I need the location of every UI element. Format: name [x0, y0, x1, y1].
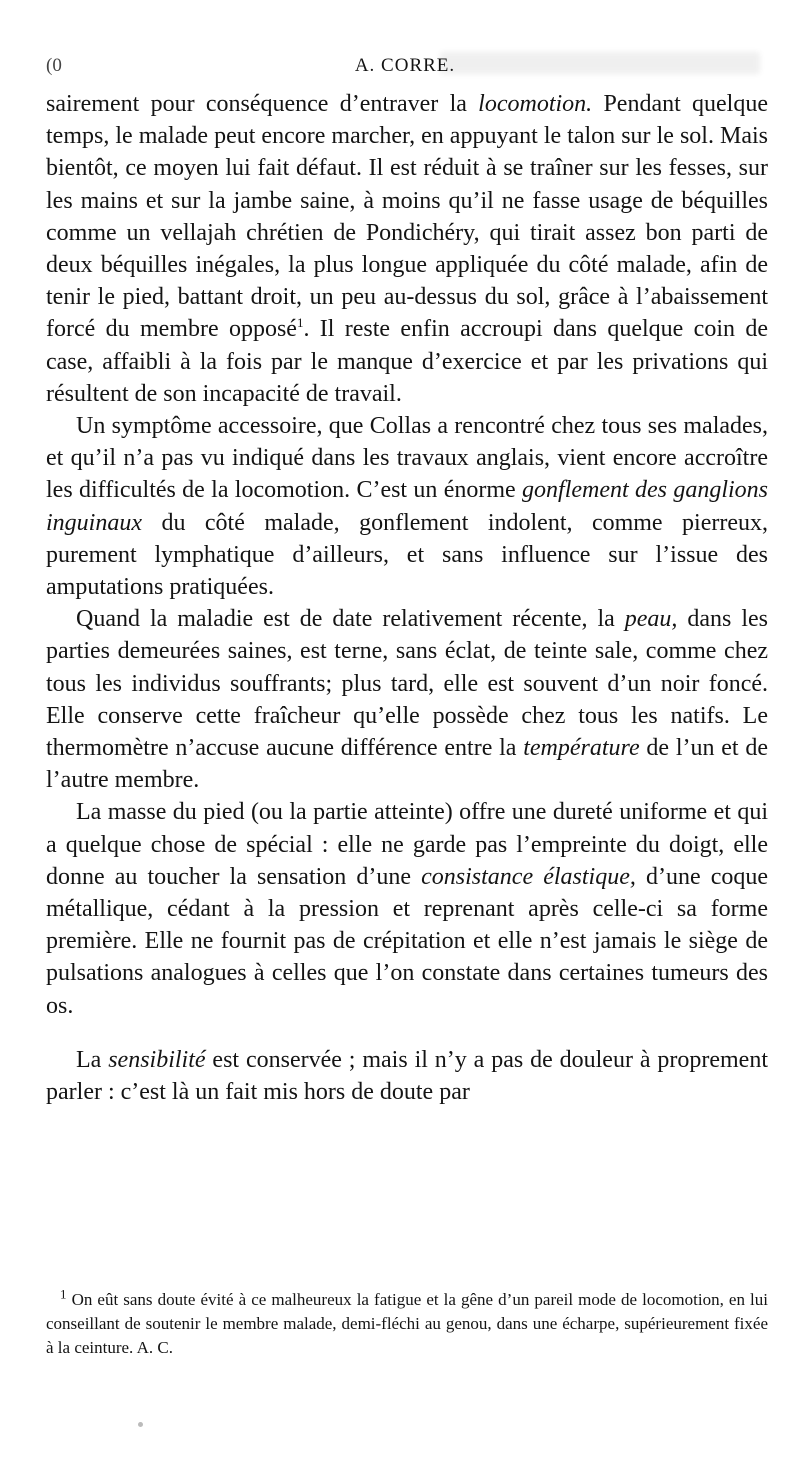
footnotes	[46, 1288, 768, 1360]
page-header	[46, 55, 764, 83]
paragraph: La masse du pied (ou la partie atteinte) offre une dureté uniforme et qui a quelque chose de spécial : elle ne garde pas l’empreinte du doigt, elle donne au toucher la sensation d’une consistance élastique, d’une coque métallique, cédant à la pression et reprenant après celle-ci sa forme première. Elle ne fournit pas de crépitation et elle n’est jamais le siège de pulsations analogues à celles que l’on constate dans certaines tumeurs des os.	[46, 799, 768, 1019]
italic-term: sensibilité	[108, 1046, 206, 1073]
page-number: (0	[46, 55, 62, 76]
body-text	[46, 88, 768, 1108]
running-head: A. CORRE.	[354, 55, 456, 76]
italic-term: peau,	[624, 606, 678, 633]
paragraph: Un symptôme accessoire, que Collas a rencontré chez tous ses malades, et qu’il n’a pas vu indiqué dans les travaux anglais, vient encore accroître les difficultés de la locomotion. C’est un énorme gonflement des ganglions inguinaux du côté malade, gonflement indolent, comme pierreux, purement lymphatique d’ailleurs, et sans influence sur l’issue des amputations pratiquées.	[46, 413, 769, 601]
italic-term: gonflement des ganglions inguinaux	[46, 477, 769, 536]
paper-speck	[138, 1422, 143, 1427]
footnote-marker: 1	[60, 1286, 67, 1302]
italic-term: température	[523, 735, 640, 762]
footnote-marker: 1	[296, 315, 304, 331]
italic-term: consistance élastique,	[421, 863, 636, 890]
paragraph: Quand la maladie est de date relativement récente, la peau, dans les parties demeurées saines, est terne, sans éclat, de teinte sale, comme chez tous les individus souffrants; plus tard, elle est souvent d’un noir foncé. Elle conserve cette fraîcheur qu’elle possède chez tous les natifs. Le thermomètre n’accuse aucune différence entre la température de l’un et de l’autre membre.	[46, 606, 768, 794]
footnote: $^1$ On eût sans doute évité à ce malheureux la fatigue et la gêne d’un pareil mode de locomotion, en lui conseillant de soutenir le membre malade, demi-fléchi au genou, dans une écharpe, supérieurement fixée à la ceinture. A. C.	[46, 1286, 768, 1357]
paragraph: sairement pour conséquence d’entraver la locomotion. Pendant quelque temps, le malade peut encore marcher, en appuyant le talon sur le sol. Mais bientôt, ce moyen lui fait défaut. Il est réduit à se traîner sur les fesses, sur les mains et sur la jambe saine, à moins qu’il ne fasse usage de béquilles comme un vellajah chrétien de Pondichéry, qui tirait assez bon parti de deux béquilles inégales, la plus longue appliquée du côté malade, afin de tenir le pied, battant droit, un peu au-dessus du sol, grâce à l’abaissement forcé du membre opposé$^1$. Il reste enfin accroupi dans quelque coin de case, affaibli à la fois par le manque d’exercice et par les privations qui résultent de son incapacité de travail.	[46, 91, 769, 407]
italic-term: locomotion.	[478, 91, 593, 117]
paragraph: La sensibilité est conservée ; mais il n’y a pas de douleur à proprement parler : c’est là un fait mis hors de doute par	[46, 1046, 769, 1106]
